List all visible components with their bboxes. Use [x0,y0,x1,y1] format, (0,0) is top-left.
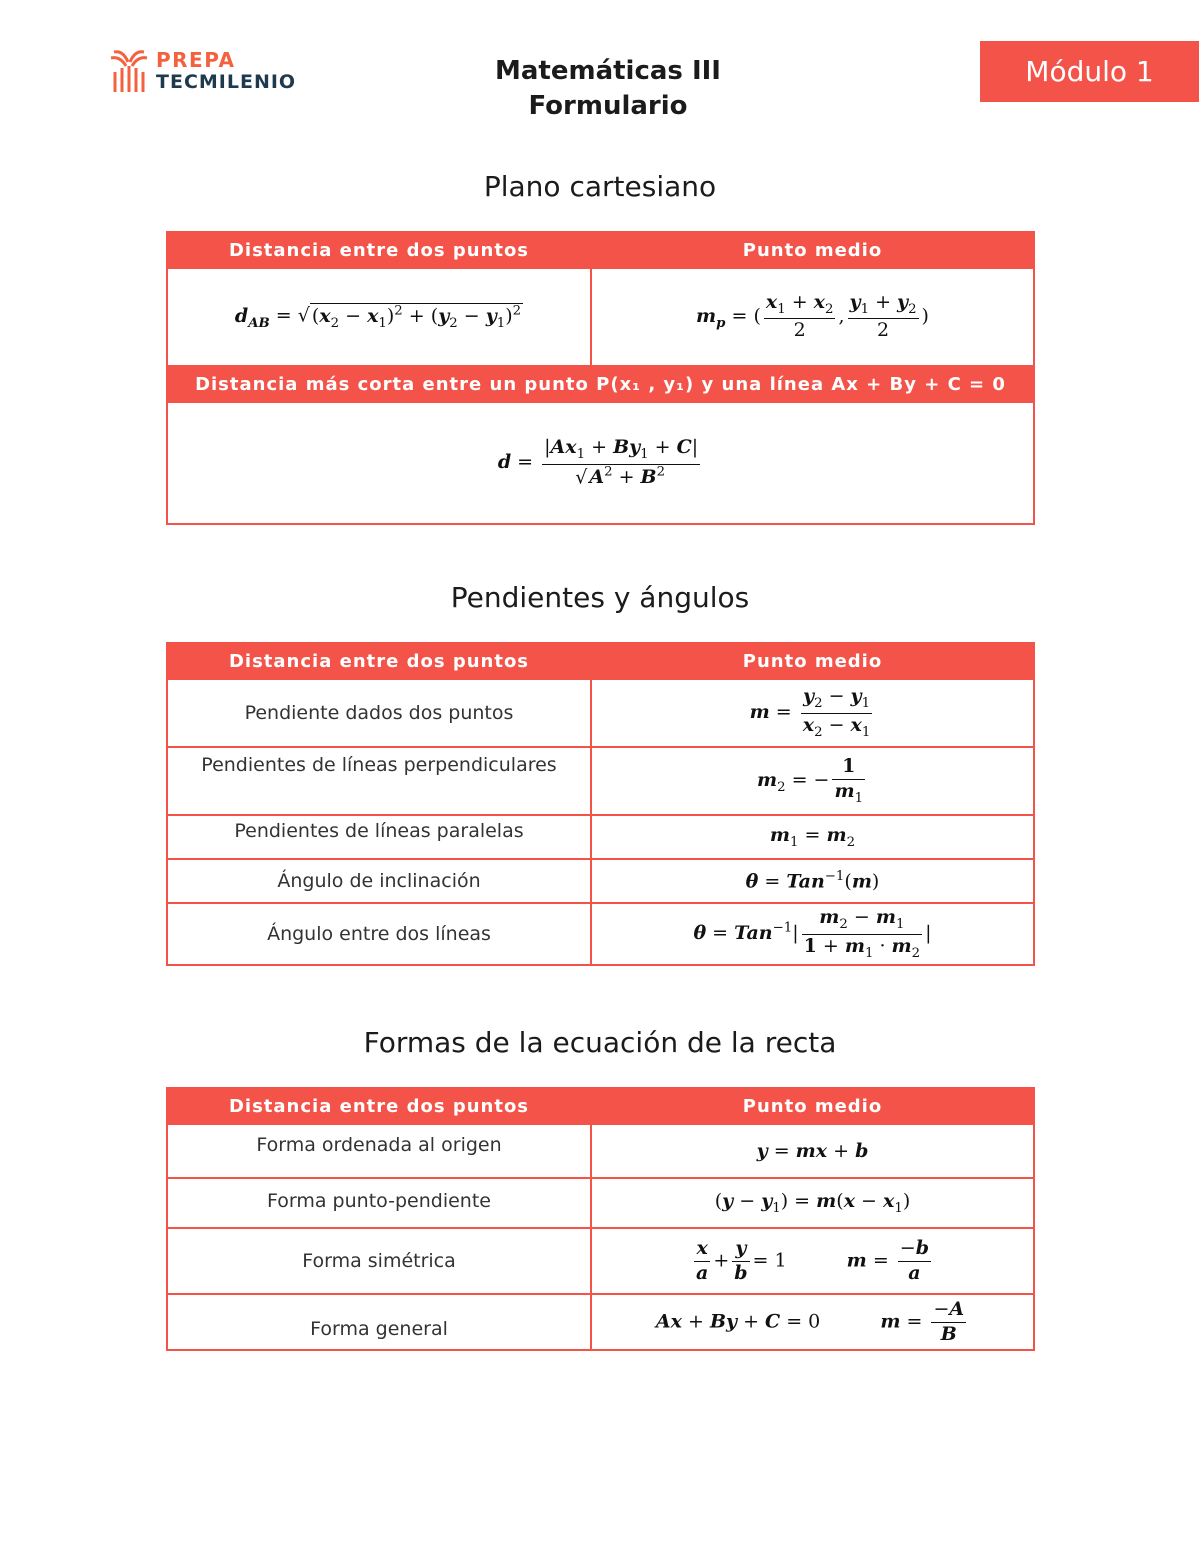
formula-inclination: θ = Tan$^{-1}$(m) [591,859,1034,903]
col-header-punto-medio: Punto medio [591,1088,1034,1124]
row-label: Forma ordenada al origen [167,1124,591,1178]
formula-slope-intercept: y = mx + b [591,1124,1034,1178]
row-label: Pendientes de líneas paralelas [167,815,591,859]
row-label: Pendientes de líneas perpendiculares [167,747,591,815]
table-plano-cartesiano [166,231,1035,525]
formula-point-slope: $(y - y_1) = m(x - x_1)$ [591,1178,1034,1228]
module-badge: Módulo 1 [980,41,1199,102]
formula-angle-between-lines: θ = Tan$^{-1}$| $\frac{m_2 - m_1}{1 + m_1 \cdot m_2}$ | [591,903,1034,965]
row-label: Forma general [167,1294,591,1350]
title-subject: Matemáticas III [495,56,721,86]
formula-midpoint: $m_p$ = ( $\frac{x_1 + x_2}{2}$ , $\frac{y_1 + y_2}{2}$ ) [591,268,1034,366]
row-label: Forma punto-pendiente [167,1178,591,1228]
logo-text-tecmilenio: TECMILENIO [156,71,297,93]
section-title-plano-cartesiano: Plano cartesiano [483,170,717,203]
formula-parallel: $m_1 = m_2$ [591,815,1034,859]
col-header-punto-medio: Punto medio [591,643,1034,679]
formula-general: Ax + By + C = 0 m = $\frac{-A}{B}$ [591,1294,1034,1350]
formula-point-line-distance: d = $\frac{|Ax_1 + By_1 + C|}{√ A^2 + B^2}$ [167,402,1034,524]
row-label: Ángulo de inclinación [167,859,591,903]
table-pendientes [166,642,1035,966]
col-header-distancia: Distancia entre dos puntos [167,232,591,268]
formula-distance: $d_{AB}$ = √ $(x_2 - x_1)^2 + (y_2 - y_1)^2$ [167,268,591,366]
col-header-distancia: Distancia entre dos puntos [167,643,591,679]
row-label: Forma simétrica [167,1228,591,1294]
formula-symmetric: $\frac{x}{a}$ + $\frac{y}{b}$ = 1 m = $\frac{-b}{a}$ [591,1228,1034,1294]
wide-header-shortest-distance: Distancia más corta entre un punto P(x₁ , y₁) y una línea Ax + By + C = 0 [167,366,1034,402]
logo-text-prepa: PREPA [156,48,236,72]
row-label: Ángulo entre dos líneas [167,903,591,965]
formula-slope: m = $\frac{y_2 - y_1}{x_2 - x_1}$ [591,679,1034,747]
title-formulario: Formulario [528,91,688,121]
row-label: Pendiente dados dos puntos [167,679,591,747]
table-formas-recta [166,1087,1035,1351]
section-title-formas-recta: Formas de la ecuación de la recta [363,1026,837,1059]
col-header-distancia: Distancia entre dos puntos [167,1088,591,1124]
formula-perpendicular: $m_2$ = − $\frac{1}{m_1}$ [591,747,1034,815]
section-title-pendientes: Pendientes y ángulos [450,581,750,614]
col-header-punto-medio: Punto medio [591,232,1034,268]
